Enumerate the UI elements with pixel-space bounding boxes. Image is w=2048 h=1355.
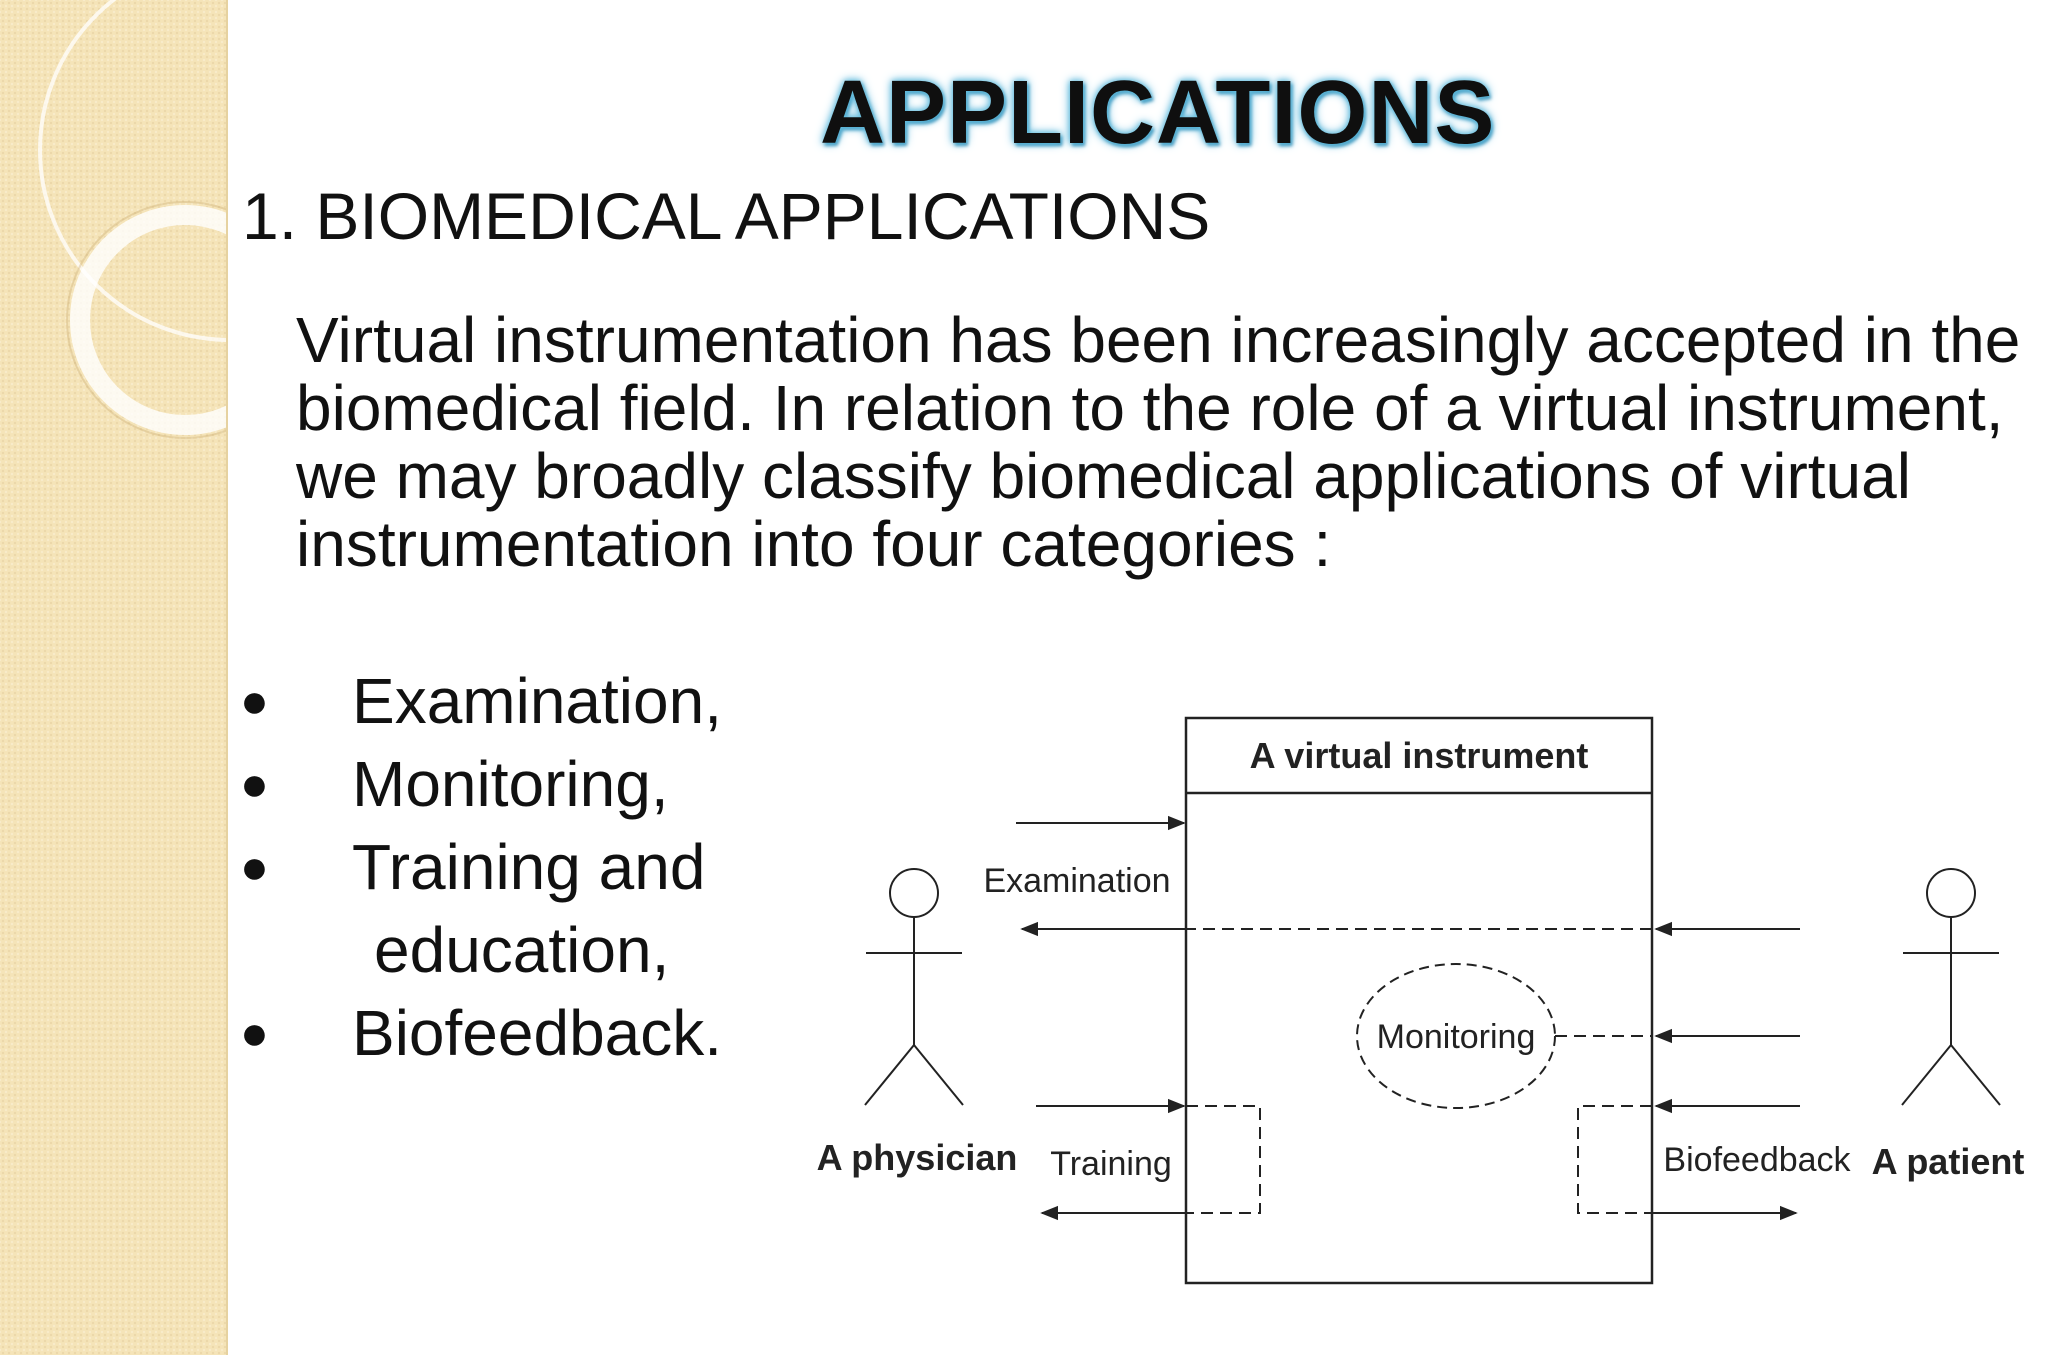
biofeedback-label: Biofeedback [1663, 1141, 1851, 1179]
section-heading: 1. BIOMEDICAL APPLICATIONS [242, 179, 1211, 253]
list-item-text: Monitoring, [352, 748, 669, 820]
bullet-icon: ● [240, 675, 269, 728]
patient-label: A patient [1871, 1141, 2025, 1182]
box-title: A virtual instrument [1249, 735, 1589, 776]
bullet-icon: ● [240, 1007, 269, 1060]
virtual-instrument-diagram [810, 700, 2048, 1300]
list-item-continuation: education, [374, 914, 670, 986]
list-item-text: Biofeedback. [352, 997, 723, 1069]
patient-figure-icon [1902, 869, 2000, 1105]
slide-title: APPLICATIONS [820, 63, 1496, 163]
decorative-side-panel [0, 0, 228, 1355]
bullet-icon: ● [240, 758, 269, 811]
training-label: Training [1050, 1145, 1172, 1183]
intro-paragraph: Virtual instrumentation has been increasingly accepted in the biomedical field. In relation to the role of a virtual instrument, we may broadly classify biomedical applications of virtual instrumentation into four categories : [296, 304, 2021, 580]
physician-label: A physician [816, 1137, 1018, 1178]
list-item-text: Examination, [352, 665, 722, 737]
monitoring-label: Monitoring [1376, 1018, 1536, 1056]
instrument-box [1186, 718, 1652, 1283]
bullet-icon: ● [240, 841, 269, 894]
examination-label: Examination [983, 862, 1171, 900]
physician-figure-icon [865, 869, 963, 1105]
decorative-rings [0, 0, 226, 460]
list-item-text: Training and [352, 831, 706, 903]
